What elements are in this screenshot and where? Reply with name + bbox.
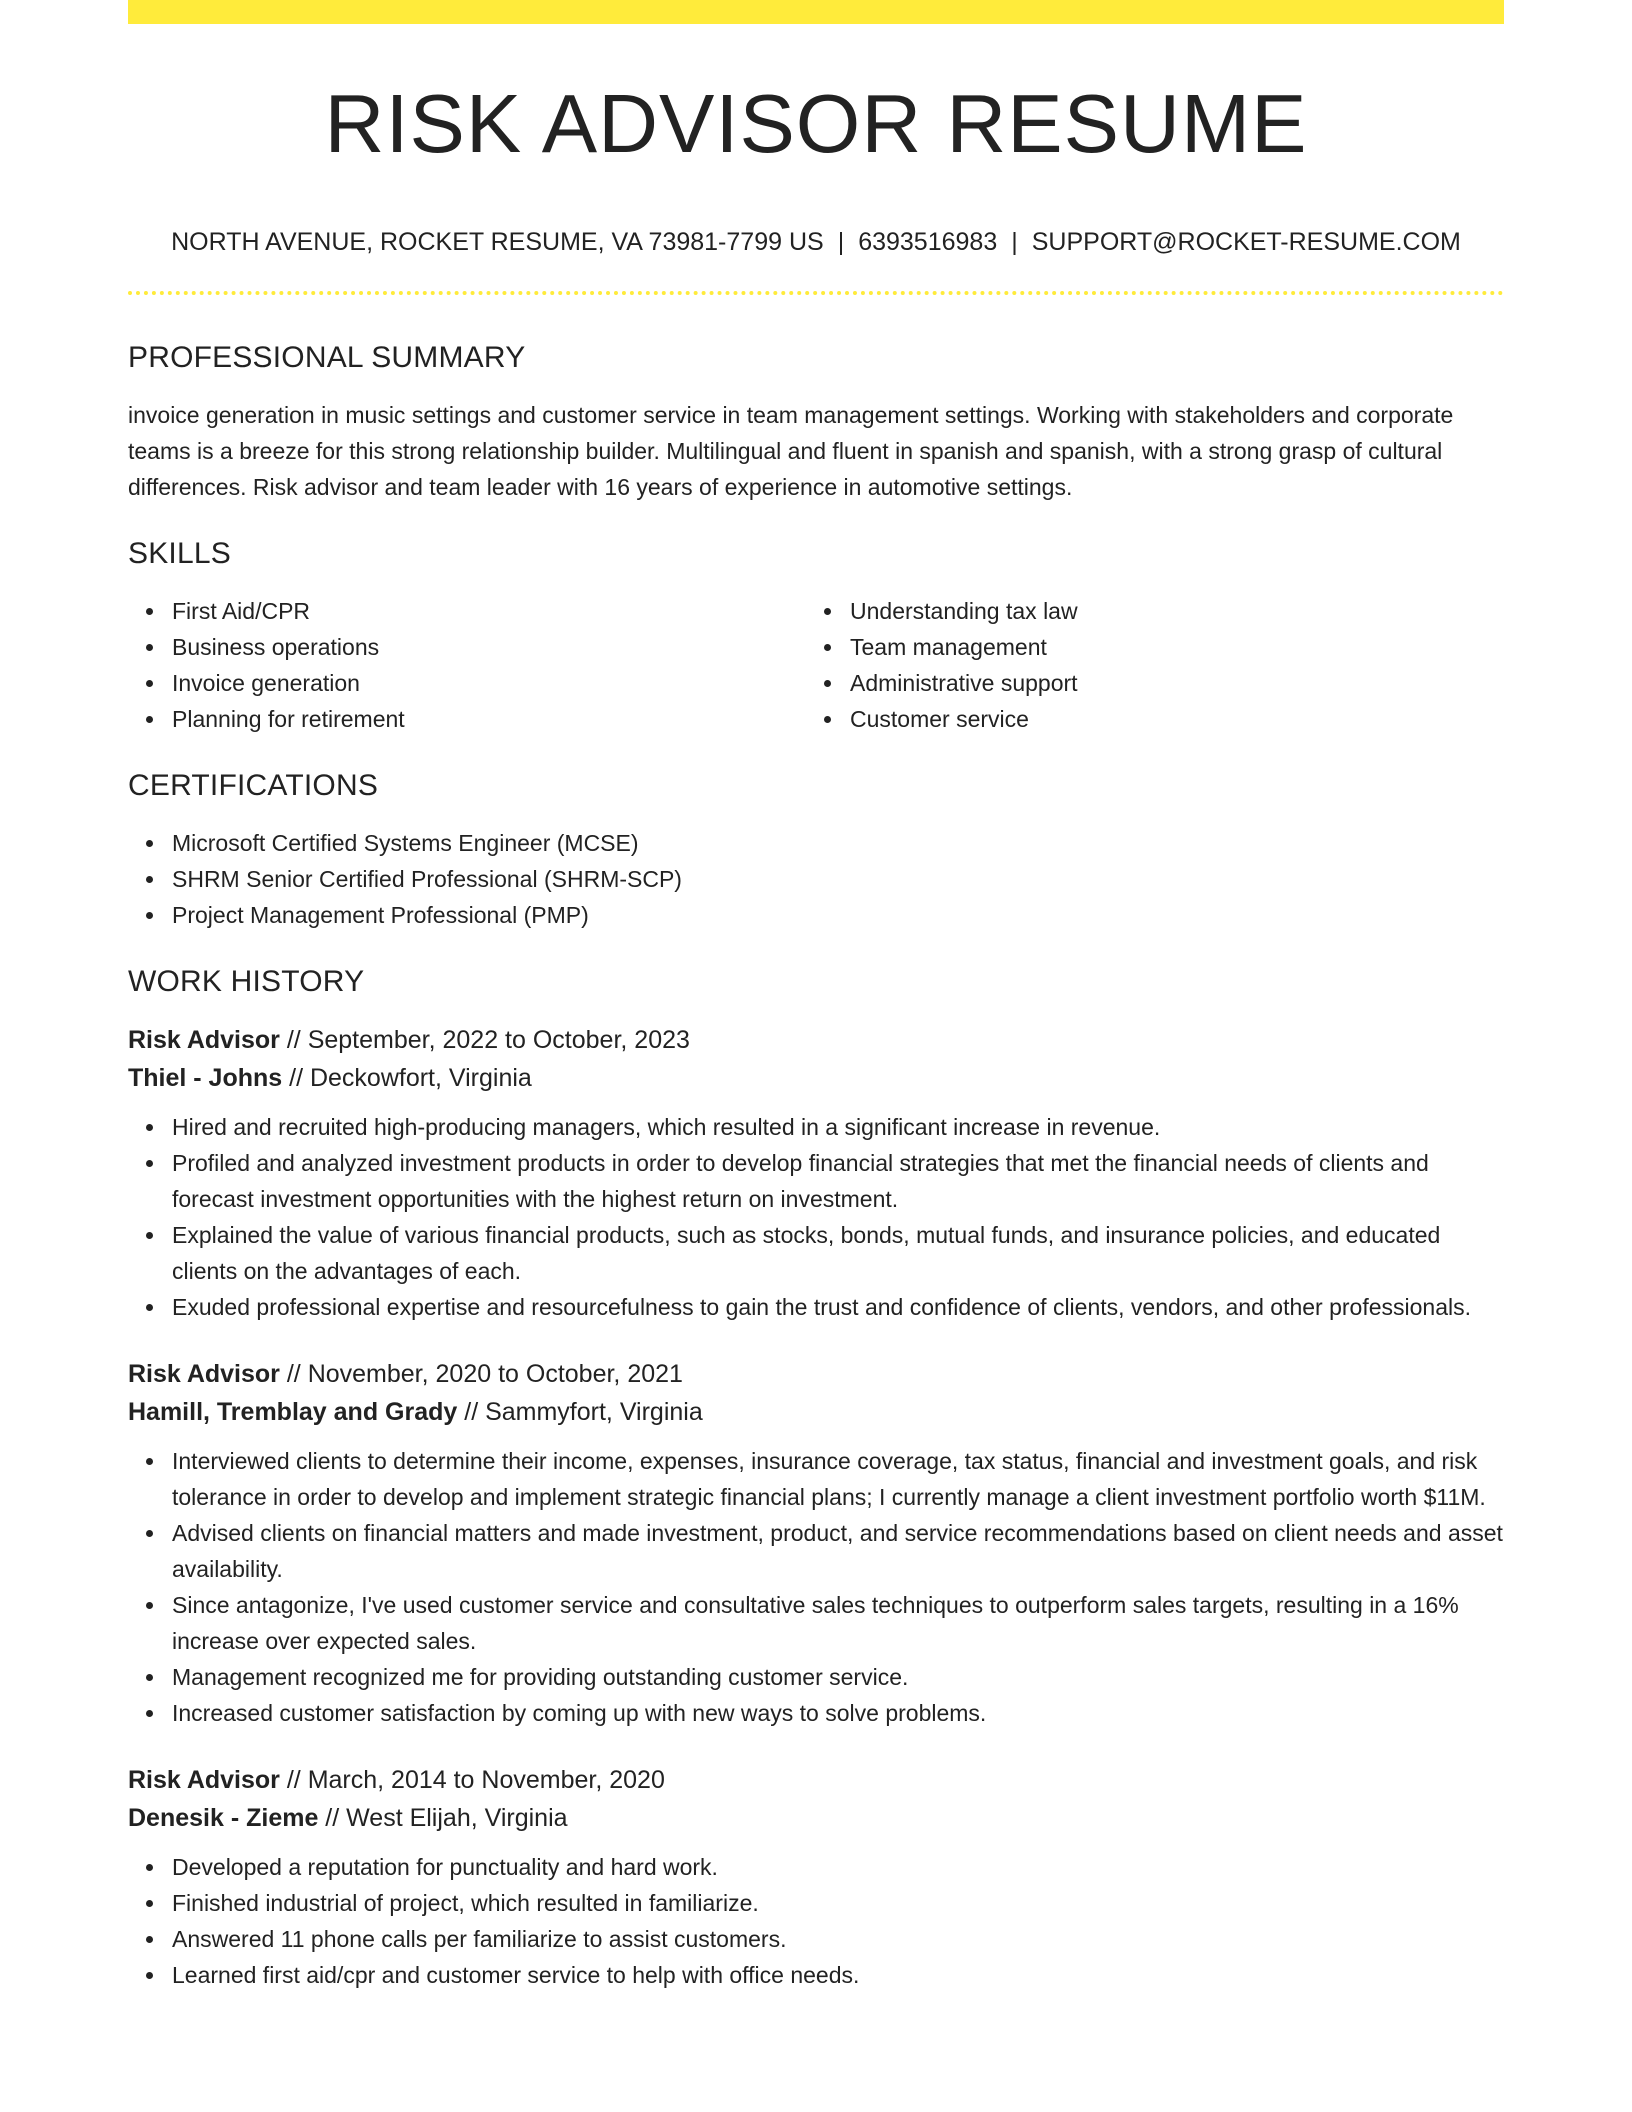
skills-list [128, 593, 1504, 737]
job-bullet: Answered 11 phone calls per familiarize to assist customers. [128, 1921, 1504, 1957]
skill-item: Team management [806, 629, 1484, 665]
job-bullet: Explained the value of various financial products, such as stocks, bonds, mutual funds, and insurance policies, and educated clients on the advantages of each. [128, 1217, 1504, 1289]
job-dates: // November, 2020 to October, 2021 [279, 1360, 683, 1388]
contact-address: NORTH AVENUE, ROCKET RESUME, VA 73981-7799 US [171, 228, 824, 256]
resume-page [128, 0, 1504, 1993]
job-title-line [128, 1761, 1504, 1799]
skill-item: Administrative support [806, 665, 1484, 701]
job-company: Thiel - Johns [128, 1064, 283, 1092]
skill-item: Business operations [128, 629, 806, 665]
job-company: Denesik - Zieme [128, 1804, 319, 1832]
certifications-list [128, 825, 1504, 933]
job-bullet: Increased customer satisfaction by coming up with new ways to solve problems. [128, 1695, 1504, 1731]
skill-item: Understanding tax law [806, 593, 1484, 629]
skill-item: Planning for retirement [128, 701, 806, 737]
job-title: Risk Advisor [128, 1026, 280, 1054]
job-location: // Sammyfort, Virginia [457, 1398, 703, 1426]
skill-item: First Aid/CPR [128, 593, 806, 629]
job-company-line [128, 1393, 1504, 1431]
job-bullet: Exuded professional expertise and resourcefulness to gain the trust and confidence of clients, vendors, and other professionals. [128, 1289, 1504, 1325]
skill-item: Invoice generation [128, 665, 806, 701]
contact-separator: | [1011, 228, 1018, 256]
job-bullet: Hired and recruited high-producing managers, which resulted in a significant increase in revenue. [128, 1109, 1504, 1145]
job-dates: // March, 2014 to November, 2020 [279, 1766, 665, 1794]
job-bullet: Interviewed clients to determine their income, expenses, insurance coverage, tax status, financial and investment goals, and risk tolerance in order to develop and implement strategic financial plans; I currently manage a client investment portfolio worth $11M. [128, 1443, 1504, 1515]
certification-item: Project Management Professional (PMP) [128, 897, 1504, 933]
accent-top-bar [128, 0, 1504, 24]
job-title: Risk Advisor [128, 1360, 280, 1388]
job-company-line [128, 1799, 1504, 1837]
contact-line [128, 230, 1504, 255]
contact-phone: 6393516983 [858, 228, 998, 256]
job-entry [128, 1021, 1504, 1325]
contact-separator: | [837, 228, 845, 256]
job-bullets [128, 1109, 1504, 1325]
certification-item: SHRM Senior Certified Professional (SHRM-SCP) [128, 861, 1504, 897]
job-bullet: Advised clients on financial matters and made investment, product, and service recommendations based on client needs and asset availability. [128, 1515, 1504, 1587]
job-location: // West Elijah, Virginia [318, 1804, 568, 1832]
job-dates: // September, 2022 to October, 2023 [279, 1026, 690, 1054]
summary-heading: PROFESSIONAL SUMMARY [128, 341, 526, 374]
certifications-heading: CERTIFICATIONS [128, 769, 379, 802]
certification-item: Microsoft Certified Systems Engineer (MCSE) [128, 825, 1504, 861]
skills-column-right [806, 593, 1484, 737]
work-history-heading: WORK HISTORY [128, 965, 365, 998]
job-bullets [128, 1443, 1504, 1731]
job-bullet: Learned first aid/cpr and customer service to help with office needs. [128, 1957, 1504, 1993]
skill-item: Customer service [806, 701, 1484, 737]
job-entry [128, 1761, 1504, 1993]
job-location: // Deckowfort, Virginia [282, 1064, 532, 1092]
skills-heading: SKILLS [128, 537, 231, 570]
job-bullet: Management recognized me for providing outstanding customer service. [128, 1659, 1504, 1695]
job-bullet: Developed a reputation for punctuality and hard work. [128, 1849, 1504, 1885]
job-company-line [128, 1059, 1504, 1097]
job-entry [128, 1355, 1504, 1731]
job-bullet: Since antagonize, I've used customer service and consultative sales techniques to outperform sales targets, resulting in a 16% increase over expected sales. [128, 1587, 1504, 1659]
job-title-line [128, 1355, 1504, 1393]
job-title-line [128, 1021, 1504, 1059]
job-bullet: Finished industrial of project, which resulted in familiarize. [128, 1885, 1504, 1921]
resume-title: RISK ADVISOR RESUME [324, 77, 1308, 170]
contact-email: SUPPORT@ROCKET-RESUME.COM [1031, 228, 1461, 256]
job-title: Risk Advisor [128, 1766, 280, 1794]
job-bullet: Profiled and analyzed investment products in order to develop financial strategies that met the financial needs of clients and forecast investment opportunities with the highest return on investment. [128, 1145, 1504, 1217]
dotted-divider [128, 291, 1504, 295]
summary-text: invoice generation in music settings and customer service in team management settings. Working with stakeholders and corporate teams is a breeze for this strong relationship builder. Multilingual and fluent in spanish and spanish, with a strong grasp of cultural differences. Risk advisor and team leader with 16 years of experience in automotive settings. [128, 402, 1454, 500]
skills-column-left [128, 593, 806, 737]
job-company: Hamill, Tremblay and Grady [128, 1398, 458, 1426]
job-bullets [128, 1849, 1504, 1993]
